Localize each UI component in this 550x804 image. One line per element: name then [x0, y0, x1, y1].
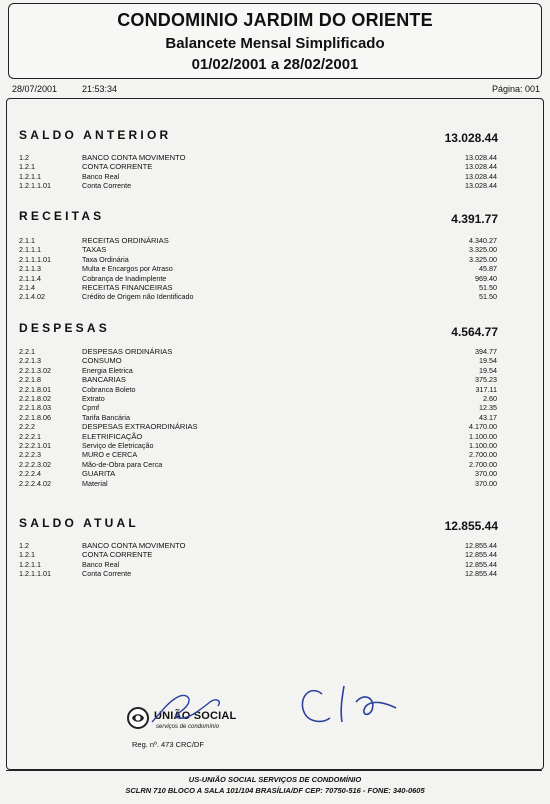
section-total-saldo-anterior: 13.028.44: [444, 131, 498, 145]
ledger-value: 43.17: [479, 412, 497, 422]
footer-company: US-UNIÃO SOCIAL SERVIÇOS DE CONDOMÍNIO: [188, 775, 362, 784]
registration-number: Reg. nº. 473 CRC/DF: [132, 740, 204, 749]
ledger-description: Tarifa Bancária: [82, 412, 130, 422]
ledger-value: 12.855.44: [465, 541, 497, 550]
ledger-value: 375.23: [475, 375, 497, 385]
ledger-value: 51.50: [479, 283, 497, 292]
ledger-value: 2.60: [483, 394, 497, 403]
ledger-value: 19.54: [479, 356, 497, 366]
ledger-description: RECEITAS FINANCEIRAS: [82, 283, 173, 292]
ledger-code: 1.2.1.1.01: [19, 181, 51, 191]
ledger-description: DESPESAS ORDINÁRIAS: [82, 347, 173, 356]
section-title-saldo-anterior: SALDO ANTERIOR: [19, 128, 172, 142]
ledger-code: 2.2.1.8.03: [19, 403, 51, 413]
ledger-description: BANCARIAS: [82, 375, 126, 385]
ledger-description: MURO e CERCA: [82, 450, 138, 460]
ledger-code: 1.2: [19, 541, 29, 550]
ledger-value: 394.77: [475, 347, 497, 356]
ledger-value: 1.100.00: [469, 431, 497, 441]
section-total-receitas: 4.391.77: [451, 212, 498, 226]
print-time: 21:53:34: [82, 84, 118, 94]
ledger-value: 370.00: [475, 469, 497, 479]
ledger-code: 2.2.1.8.02: [19, 394, 51, 403]
section-title-receitas: RECEITAS: [19, 209, 105, 223]
ledger-code: 2.2.1.8.06: [19, 412, 51, 422]
report-subtitle: Balancete Mensal Simplificado: [165, 35, 385, 52]
ledger-code: 1.2.1.1.01: [19, 569, 51, 579]
ledger-description: DESPESAS EXTRAORDINÁRIAS: [82, 422, 198, 432]
ledger-code: 2.1.1: [19, 236, 35, 245]
section-total-despesas: 4.564.77: [451, 325, 498, 339]
ledger-code: 2.2.1.8: [19, 375, 41, 385]
report-period: 01/02/2001 a 28/02/2001: [191, 56, 359, 73]
ledger-value: 1.100.00: [469, 441, 497, 450]
ledger-code: 1.2: [19, 153, 29, 162]
section-title-despesas: DESPESAS: [19, 321, 110, 335]
logo-company-name: UNIÃO SOCIAL: [154, 710, 237, 722]
ledger-code: 2.2.1.8.01: [19, 384, 51, 394]
ledger-description: TAXAS: [82, 245, 107, 255]
ledger-code: 2.1.1.1.01: [19, 254, 51, 264]
ledger-description: Conta Corrente: [82, 569, 132, 579]
ledger-description: Banco Real: [82, 559, 120, 569]
section-title-saldo-atual: SALDO ATUAL: [19, 516, 139, 530]
ledger-value: 12.35: [479, 403, 497, 413]
ledger-value: 2.700.00: [469, 450, 497, 460]
ledger-description: Crédito de Origem não Identificado: [82, 292, 194, 302]
ledger-value: 51.50: [479, 292, 497, 302]
ledger-code: 2.2.1.3: [19, 356, 41, 366]
ledger-description: Extrato: [82, 394, 105, 403]
ledger-value: 13.028.44: [465, 171, 497, 181]
ledger-code: 2.2.2.4: [19, 469, 41, 479]
ledger-description: Mão-de-Obra para Cerca: [82, 459, 163, 469]
ledger-code: 2.2.2.1.01: [19, 441, 51, 450]
ledger-code: 2.1.4: [19, 283, 35, 292]
ledger-code: 2.2.1: [19, 347, 35, 356]
ledger-description: Serviço de Eletricação: [82, 441, 154, 450]
ledger-code: 2.2.2: [19, 422, 35, 432]
union-logo-icon: [126, 706, 150, 730]
ledger-code: 2.1.1.3: [19, 264, 41, 274]
ledger-code: 2.1.1.4: [19, 273, 41, 283]
ledger-code: 2.1.1.1: [19, 245, 41, 255]
ledger-value: 12.855.44: [465, 550, 497, 560]
ledger-value: 3.325.00: [469, 254, 497, 264]
signature-right: [292, 680, 412, 730]
ledger-description: Taxa Ordinária: [82, 254, 129, 264]
logo-tagline: serviços de condomínio: [156, 724, 220, 730]
ledger-row: [0, 479, 550, 489]
ledger-value: 13.028.44: [465, 162, 497, 172]
ledger-code: 2.1.4.02: [19, 292, 45, 302]
ledger-value: 45.87: [479, 264, 497, 274]
ledger-value: 12.855.44: [465, 569, 497, 579]
ledger-code: 2.2.2.3: [19, 450, 41, 460]
ledger-code: 2.2.2.4.02: [19, 478, 51, 488]
ledger-description: Conta Corrente: [82, 181, 132, 191]
ledger-value: 969.40: [475, 273, 497, 283]
ledger-row: [0, 292, 550, 302]
ledger-code: 2.2.1.3.02: [19, 365, 51, 375]
ledger-description: Banco Real: [82, 171, 120, 181]
ledger-code: 1.2.1: [19, 550, 35, 560]
ledger-code: 1.2.1: [19, 162, 35, 172]
ledger-code: 1.2.1.1: [19, 559, 41, 569]
print-date: 28/07/2001: [12, 84, 58, 94]
footer-address: SCLRN 710 BLOCO A SALA 101/104 BRASÍLIA/DF CEP: 70750-516 - FONE: 340-0605: [125, 786, 425, 795]
ledger-value: 13.028.44: [465, 181, 497, 191]
ledger-description: Cpmf: [82, 403, 100, 413]
ledger-value: 317.11: [475, 384, 497, 394]
ledger-row: [0, 569, 550, 579]
ledger-code: 2.2.2.1: [19, 431, 41, 441]
ledger-description: CONTA CORRENTE: [82, 550, 153, 560]
ledger-description: RECEITAS ORDINÁRIAS: [82, 236, 169, 245]
ledger-description: ELETRIFICAÇÃO: [82, 431, 143, 441]
ledger-value: 13.028.44: [465, 153, 497, 162]
ledger-description: CONTA CORRENTE: [82, 162, 153, 172]
ledger-row: [0, 181, 550, 191]
ledger-value: 19.54: [479, 365, 497, 375]
ledger-value: 4.340.27: [469, 236, 497, 245]
ledger-code: 1.2.1.1: [19, 171, 41, 181]
ledger-description: BANCO CONTA MOVIMENTO: [82, 153, 186, 162]
ledger-description: Material: [82, 478, 108, 488]
page-number: Página: 001: [491, 84, 540, 94]
ledger-value: 370.00: [475, 478, 497, 488]
ledger-description: GUARITA: [82, 469, 116, 479]
ledger-value: 12.855.44: [465, 559, 497, 569]
ledger-description: BANCO CONTA MOVIMENTO: [82, 541, 186, 550]
ledger-value: 4.170.00: [469, 422, 497, 432]
ledger-value: 3.325.00: [469, 245, 497, 255]
footer-divider: [6, 770, 542, 771]
report-header: [8, 3, 542, 79]
ledger-code: 2.2.2.3.02: [19, 459, 51, 469]
ledger-description: Energia Eletrica: [82, 365, 133, 375]
section-total-saldo-atual: 12.855.44: [444, 519, 498, 533]
ledger-description: Cobrança de Inadimplente: [82, 273, 167, 283]
ledger-description: Cobranca Boleto: [82, 384, 136, 394]
ledger-value: 2.700.00: [469, 459, 497, 469]
condominium-title: CONDOMINIO JARDIM DO ORIENTE: [117, 10, 433, 30]
signature-left: [148, 688, 228, 728]
ledger-description: Multa e Encargos por Atraso: [82, 264, 173, 274]
ledger-description: CONSUMO: [82, 356, 122, 366]
